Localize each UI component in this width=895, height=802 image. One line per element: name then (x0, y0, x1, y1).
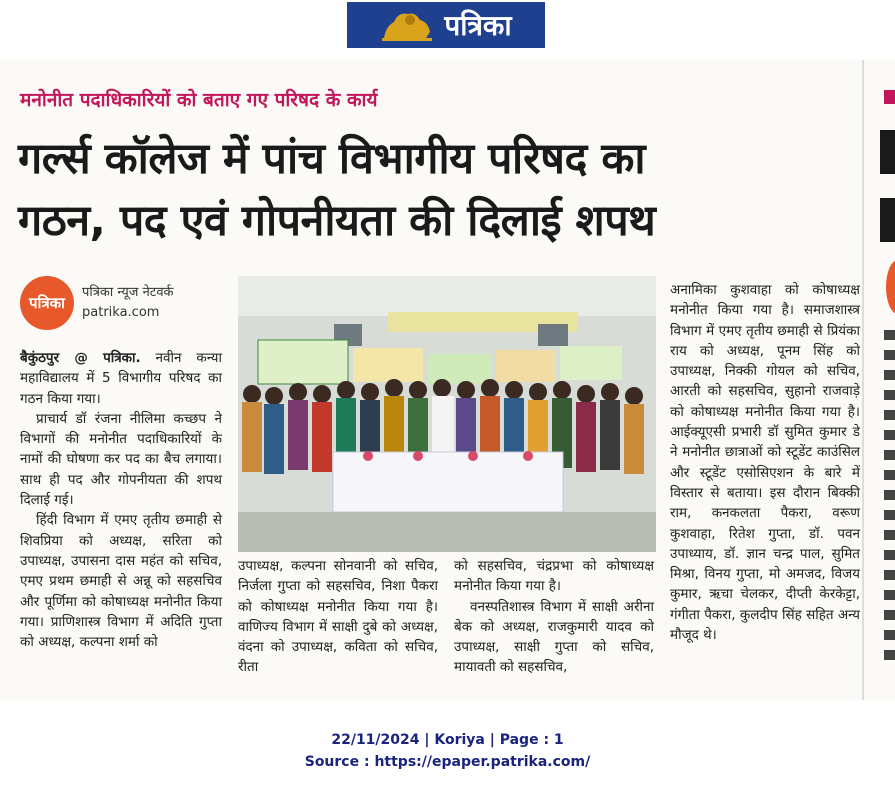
network-site: patrika.com (82, 305, 160, 320)
paragraph-text: अनामिका कुशवाहा को कोषाध्यक्ष मनोनीत किया गया है। समाजशास्त्र विभाग में एमए तृतीय छमाही से प्रियंका राय को अध्यक्ष, पूनम सिंह को उपाध्यक्ष, निक्की गोयल को सचिव, आरती को सहसचिव, सुहानो राजवाड़े को कोषाध्यक्ष मनोनीत किया गया है। आईक्यूएसी प्रभारी डॉ सुमित कुमार डे ने मनोनीत छात्राओं को स्टूडेंट काउंसिल और स्टूडेंट एसोसिएशन के बारे में विस्तार से बताया। इस दौरान बिक्की राम, कनकलता पैकरा, वरूण कुशवाहा, रितेश गुप्ता, डॉ. पवन उपाध्याय, डॉ. ज्ञान चन्द्र पाल, सुमित मिश्रा, विनय गुप्ता, मो अमजद, विजय कुमार, ऋचा चेलकर, दीप्ती केरकेट्टा, गंगीता पैकरा, कुलदीप सिंह सहित अन्य मौजूद थे। (670, 282, 860, 644)
paragraph-text: वनस्पतिशास्त्र विभाग में साक्षी अरीना बेक को अध्यक्ष, राजकुमारी यादव को उपाध्यक्ष, साक्षी गुप्ता को सचिव, मायावती को सहसचिव, (454, 598, 654, 676)
column-divider (862, 60, 864, 700)
paragraph-text: प्राचार्य डॉ रंजना नीलिमा कच्छप ने विभागों की मनोनीत पदाधिकारियों के नामों की घोषणा कर पद का बैच लगाया। साथ ही पद और गोपनीयता की शपथ दिलाई गई। (20, 410, 222, 509)
byline (82, 283, 174, 323)
article-headline (18, 128, 858, 252)
masthead-logo (347, 2, 545, 48)
patrika-badge: पत्रिका (20, 276, 74, 330)
network-name: पत्रिका न्यूज नेटवर्क (82, 285, 174, 300)
article-column-3 (454, 556, 654, 678)
paragraph-text: नवीन कन्या महाविद्यालय में 5 विभागीय परिषद का गठन किया गया। (20, 350, 222, 407)
article-column-1 (20, 348, 222, 652)
footer-date-line: 22/11/2024 | Koriya | Page : 1 (331, 732, 564, 748)
lion-emblem-icon (380, 8, 434, 42)
paragraph-text: हिंदी विभाग में एमए तृतीय छमाही से शिवप्रिया को अध्यक्ष, सरिता को उपाध्यक्ष, उपासना दास महंत को सचिव, एमए प्रथम छमाही से अन्नू को सहसचिव और पूर्णिमा को कोषाध्यक्ष मनोनीत किया गया। प्राणिशास्त्र विभाग में अदिति गुप्ता को अध्यक्ष, कल्पना शर्मा को (20, 512, 222, 651)
adjacent-article-fragment (866, 60, 895, 700)
event-photo (238, 276, 656, 552)
article-column-2 (238, 556, 438, 678)
group-photo-illustration (238, 276, 656, 552)
lead-paragraph (20, 348, 222, 409)
headline-line-2: गठन, पद एवं गोपनीयता की दिलाई शपथ (18, 196, 656, 246)
article-column-4 (670, 280, 860, 645)
dateline: बैकुंठपुर @ पत्रिका. (20, 350, 141, 366)
article-kicker: मनोनीत पदाधिकारियों को बताए गए परिषद के कार्य (20, 89, 378, 111)
brand-name: पत्रिका (444, 9, 512, 42)
paragraph-text: को सहसचिव, चंद्रप्रभा को कोषाध्यक्ष मनोनीत किया गया है। (454, 558, 654, 595)
headline-line-1: गर्ल्स कॉलेज में पांच विभागीय परिषद का (18, 134, 646, 184)
paragraph-text: उपाध्यक्ष, कल्पना सोनवानी को सचिव, निर्जला गुप्ता को सहसचिव, निशा पैकरा को कोषाध्यक्ष मनोनीत किया गया है। वाणिज्य विभाग में साक्षी दुबे को अध्यक्ष, वंदना को उपाध्यक्ष, कविता को सचिव, रीता (238, 558, 438, 676)
footer-source-link[interactable]: Source : https://epaper.patrika.com/ (304, 754, 591, 770)
